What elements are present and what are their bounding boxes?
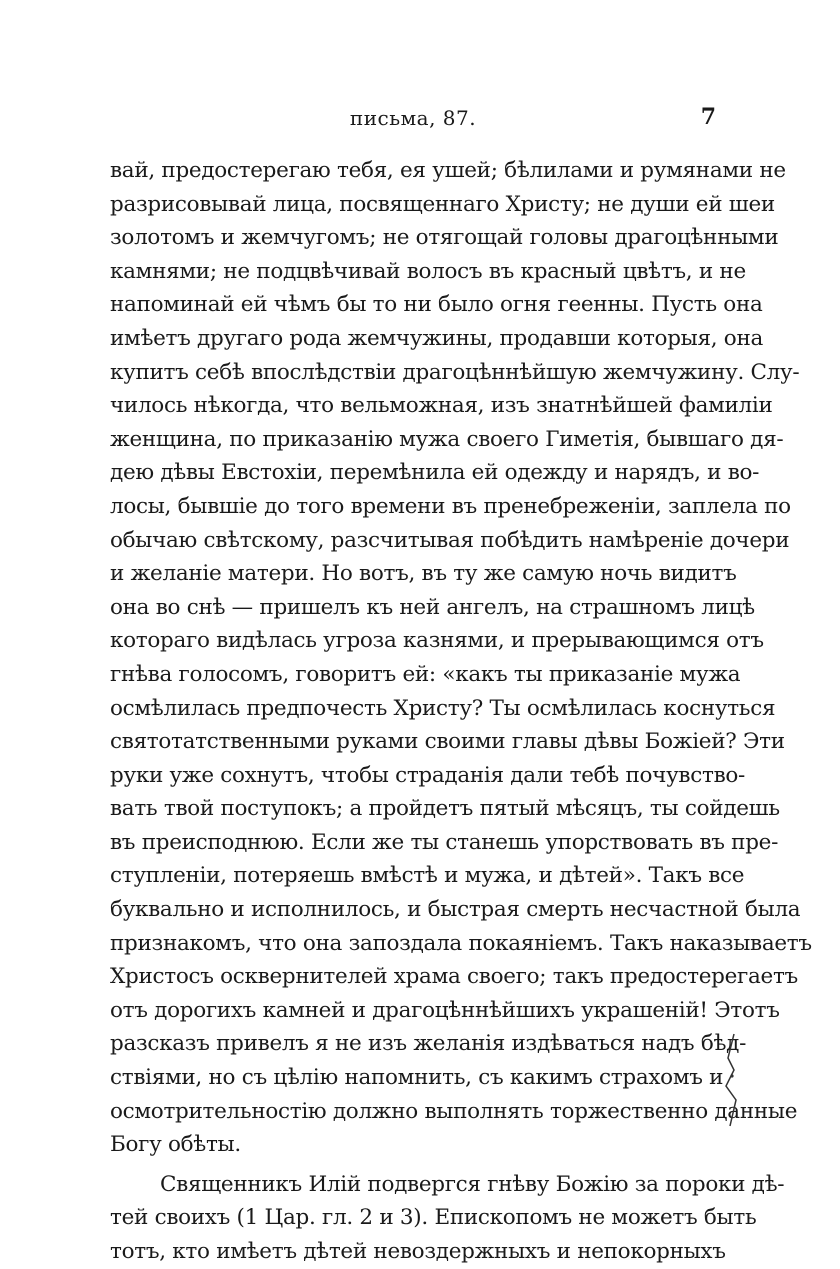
text-line: и желаніе матери. Но вотъ, въ ту же самую ночь видитъ bbox=[110, 561, 737, 587]
paragraph-1 bbox=[110, 154, 812, 1162]
text-line: чилось нѣкогда, что вельможная, изъ знатнѣйшей фамиліи bbox=[110, 393, 773, 419]
text-line: дею дѣвы Евстохіи, перемѣнила ей одежду и нарядъ, и во- bbox=[110, 460, 760, 486]
text-line: Христосъ осквернителей храма своего; такъ предостерегаетъ bbox=[110, 964, 798, 990]
paragraph-2 bbox=[110, 1168, 785, 1269]
text-line: купитъ себѣ впослѣдствіи драгоцѣннѣйшую жемчужину. Слу- bbox=[110, 359, 800, 385]
page-header bbox=[110, 104, 716, 138]
text-line: вать твой поступокъ; а пройдетъ пятый мѣсяцъ, ты сойдешь bbox=[110, 796, 780, 822]
text-line: разсказъ привелъ я не изъ желанія издѣваться надъ бѣд- bbox=[110, 1031, 747, 1057]
text-line: напоминай ей чѣмъ бы то ни было огня геенны. Пусть она bbox=[110, 292, 763, 318]
text-line: гнѣва голосомъ, говоритъ ей: «какъ ты приказаніе мужа bbox=[110, 661, 741, 687]
text-line: золотомъ и жемчугомъ; не отягощай головы драгоцѣнными bbox=[110, 225, 779, 251]
running-head: письма, 87. bbox=[349, 106, 477, 130]
text-line: тей своихъ (1 Цар. гл. 2 и 3). Епископомъ не можетъ быть bbox=[110, 1205, 757, 1231]
text-line: Священникъ Илій подвергся гнѣву Божію за пороки дѣ- bbox=[160, 1171, 785, 1197]
text-line: обычаю свѣтскому, разсчитывая побѣдить намѣреніе дочери bbox=[110, 527, 790, 553]
text-line: вай, предостерегаю тебя, ея ушей; бѣлилами и румянами не bbox=[110, 158, 786, 183]
text-line: имѣетъ другаго рода жемчужины, продавши которыя, она bbox=[110, 325, 764, 351]
text-line: котораго видѣлась угроза казнями, и прерывающимся отъ bbox=[110, 628, 764, 654]
text-line: лосы, бывшіе до того времени въ пренебреженіи, заплела по bbox=[110, 493, 791, 519]
text-line: разрисовывай лица, посвященнаго Христу; не души ей шеи bbox=[110, 191, 775, 217]
text-line: осмѣлилась предпочесть Христу? Ты осмѣлилась коснуться bbox=[110, 695, 776, 721]
margin-bracket-mark bbox=[720, 1030, 744, 1130]
text-line: ступленіи, потеряешь вмѣстѣ и мужа, и дѣтей». Такъ все bbox=[110, 863, 745, 889]
text-line: руки уже сохнутъ, чтобы страданія дали тебѣ почувство- bbox=[110, 762, 745, 788]
text-line: женщина, по приказанію мужа своего Гиметія, бывшаго дя- bbox=[110, 426, 784, 452]
text-line: она во снѣ — пришелъ къ ней ангелъ, на страшномъ лицѣ bbox=[110, 594, 755, 620]
text-line: ствіями, но съ цѣлію напомнить, съ какимъ страхомъ и bbox=[110, 1065, 724, 1091]
text-line: признакомъ, что она запоздала покаяніемъ. Такъ наказываетъ bbox=[110, 930, 812, 956]
text-line: святотатственными руками своими главы дѣвы Божіей? Эти bbox=[110, 729, 785, 755]
text-line: Богу обѣты. bbox=[110, 1132, 241, 1158]
text-line: тотъ, кто имѣетъ дѣтей невоздержныхъ и непокорныхъ bbox=[110, 1239, 726, 1264]
body-text bbox=[110, 154, 812, 1269]
page-number: 7 bbox=[700, 104, 716, 130]
text-line: осмотрительностію должно выполнять торжественно данные bbox=[110, 1098, 798, 1124]
text-line: камнями; не подцвѣчивай волосъ въ красный цвѣтъ, и не bbox=[110, 258, 746, 284]
text-line: буквально и исполнилось, и быстрая смерть несчастной была bbox=[110, 897, 801, 923]
text-line: въ преисподнюю. Если же ты станешь упорствовать въ пре- bbox=[110, 829, 779, 855]
text-line: отъ дорогихъ камней и драгоцѣннѣйшихъ украшеній! Этотъ bbox=[110, 997, 780, 1023]
